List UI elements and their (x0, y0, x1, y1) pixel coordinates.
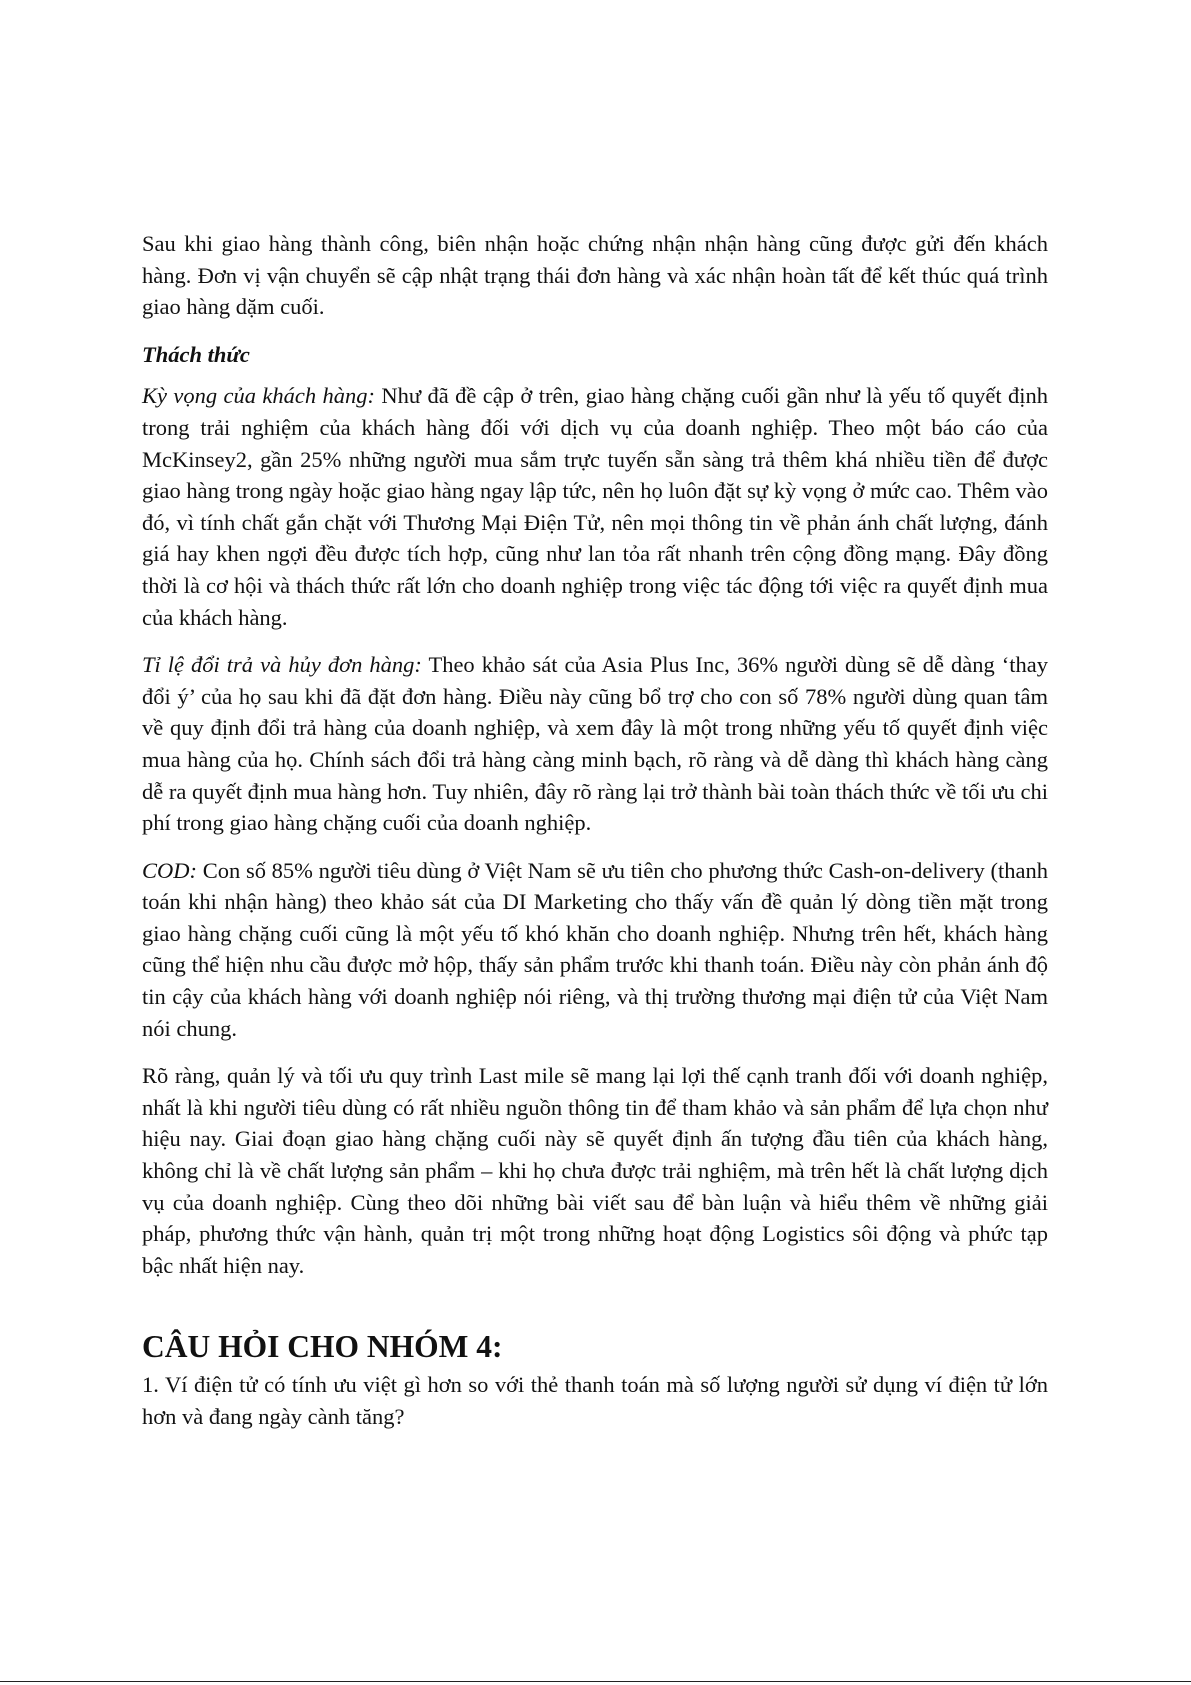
question-item: 1. Ví điện tử có tính ưu việt gì hơn so với thẻ thanh toán mà số lượng người sử dụng ví điện tử lớn hơn và đang ngày cành tăng? (142, 1372, 1048, 1429)
challenge-lead: Tỉ lệ đổi trả và hủy đơn hàng: (142, 652, 422, 678)
challenge-lead: COD: (142, 857, 197, 883)
conclusion-paragraph: Rõ ràng, quản lý và tối ưu quy trình Last mile sẽ mang lại lợi thế cạnh tranh đối với doanh nghiệp, nhất là khi người tiêu dùng có rất nhiều nguồn thông tin để tham khảo và sản phẩm để lựa chọn như hiệu nay. Giai đoạn giao hàng chặng cuối này sẽ quyết định ấn tượng đầu tiên của khách hàng, không chỉ là về chất lượng sản phẩm – khi họ chưa được trải nghiệm, mà trên hết là chất lượng dịch vụ của doanh nghiệp. Cùng theo dõi những bài viết sau để bàn luận và hiểu thêm về những giải pháp, phương thức vận hành, quản trị một trong những hoạt động Logistics sôi động và phức tạp bậc nhất hiện nay. (142, 1063, 1048, 1278)
questions-heading: CÂU HỎI CHO NHÓM 4: (142, 1329, 503, 1365)
challenge-return-rate (142, 649, 1048, 839)
challenge-cod (142, 855, 1048, 1045)
challenge-customer-expectations (142, 380, 1048, 633)
challenge-text: Theo khảo sát của Asia Plus Inc, 36% người dùng sẽ dễ dàng ‘thay đổi ý’ của họ sau khi đã đặt đơn hàng. Điều này cũng bổ trợ cho con số 78% người dùng quan tâm về quy định đổi trả hàng của doanh nghiệp, và xem đây là một trong những yếu tố quyết định việc mua hàng của họ. Chính sách đổi trả hàng càng minh bạch, rõ ràng và dễ dàng thì khách hàng càng dễ ra quyết định mua hàng hơn. Tuy nhiên, đây rõ ràng lại trở thành bài toàn thách thức về tối ưu chi phí trong giao hàng chặng cuối của doanh nghiệp. (142, 652, 1048, 836)
intro-paragraph: Sau khi giao hàng thành công, biên nhận hoặc chứng nhận nhận hàng cũng được gửi đến khách hàng. Đơn vị vận chuyển sẽ cập nhật trạng thái đơn hàng và xác nhận hoàn tất để kết thúc quá trình giao hàng dặm cuối. (142, 231, 1048, 320)
challenges-heading: Thách thức (142, 341, 250, 367)
page-bottom-rule (0, 1681, 1191, 1682)
challenge-lead: Kỳ vọng của khách hàng: (142, 383, 376, 409)
document-page (142, 228, 1048, 1433)
challenge-text: Như đã đề cập ở trên, giao hàng chặng cuối gần như là yếu tố quyết định trong trải nghiệm của khách hàng đối với dịch vụ của doanh nghiệp. Theo một báo cáo của McKinsey2, gần 25% những người mua sắm trực tuyến sẵn sàng trả thêm khá nhiều tiền để được giao hàng trong ngày hoặc giao hàng ngay lập tức, nên họ luôn đặt sự kỳ vọng ở mức cao. Thêm vào đó, vì tính chất gắn chặt với Thương Mại Điện Tử, nên mọi thông tin về phản ánh chất lượng, đánh giá hay khen ngợi đều được tích hợp, cũng như lan tỏa rất nhanh trên cộng đồng mạng. Đây đồng thời là cơ hội và thách thức rất lớn cho doanh nghiệp trong việc tác động tới việc ra quyết định mua của khách hàng. (142, 383, 1048, 630)
challenge-text: Con số 85% người tiêu dùng ở Việt Nam sẽ ưu tiên cho phương thức Cash-on-delivery (thanh toán khi nhận hàng) theo khảo sát của DI Marketing cho thấy vấn đề quản lý dòng tiền mặt trong giao hàng chặng cuối cũng là một yếu tố khó khăn cho doanh nghiệp. Nhưng trên hết, khách hàng cũng thể hiện nhu cầu được mở hộp, thấy sản phẩm trước khi thanh toán. Điều này còn phản ánh độ tin cậy của khách hàng với doanh nghiệp nói riêng, và thị trường thương mại điện tử của Việt Nam nói chung. (142, 857, 1048, 1041)
